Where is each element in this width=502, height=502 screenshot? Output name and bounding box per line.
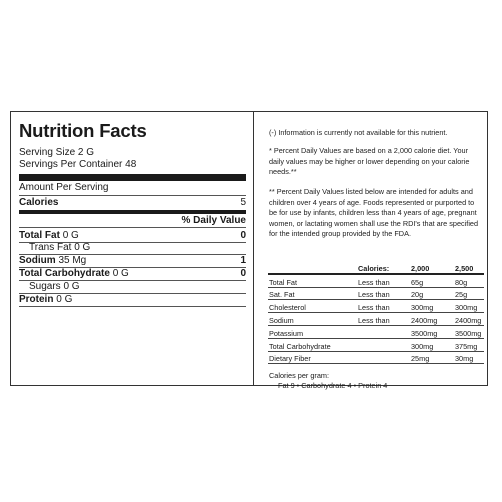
divider [19, 306, 246, 307]
unavailable-note: (-) Information is currently not available for this nutrient. [269, 128, 448, 137]
rdi-cell [268, 261, 357, 274]
daily-value-header: % Daily Value [181, 215, 246, 226]
rdi-row [268, 313, 484, 326]
rdi-cell: Cholesterol [268, 300, 357, 313]
rdi-cell: 20g [410, 287, 454, 300]
serving-size: Serving Size 2 G [19, 147, 95, 158]
calories-value: 5 [240, 197, 246, 208]
rdi-cell: Dietary Fiber [268, 351, 357, 364]
rdi-cell: Sat. Fat [268, 287, 357, 300]
rdi-cell: Calories: [357, 261, 410, 274]
rdi-cell: 3500mg [410, 325, 454, 338]
nutrient-row [19, 281, 246, 293]
nutrient-label: Protein [19, 294, 54, 305]
rdi-cell: 25g [454, 287, 484, 300]
nutrition-title: Nutrition Facts [19, 120, 147, 141]
rdi-row [268, 287, 484, 300]
nutrient-daily-value: 0 [240, 230, 246, 241]
medium-divider [19, 210, 246, 214]
rdi-cell: 25mg [410, 351, 454, 364]
rdi-cell: 2400mg [454, 313, 484, 326]
thick-divider [19, 174, 246, 181]
nutrition-facts-panel [10, 111, 488, 390]
rdi-header-row [268, 261, 484, 274]
rdi-cell: Less than [357, 287, 410, 300]
rdi-cell: 30mg [454, 351, 484, 364]
nutrient-label: Trans Fat [29, 242, 72, 253]
calories-per-gram-values: Fat 9 • Carbohydrate 4 • Protein 4 [278, 381, 388, 390]
rdi-cell: 300mg [410, 300, 454, 313]
nutrient-amount: 0 G [53, 294, 73, 305]
rdi-cell: 300mg [454, 300, 484, 313]
nutrient-label: Sugars [29, 281, 61, 292]
rdi-row [268, 274, 484, 287]
nutrient-amount: 0 G [71, 242, 91, 253]
rdi-cell [357, 351, 410, 364]
nutrient-row [19, 294, 246, 306]
rdi-cell: 2,500 [454, 261, 484, 274]
calories-label: Calories [19, 197, 59, 208]
rdi-cell: Total Carbohydrate [268, 338, 357, 351]
nutrient-name [19, 242, 90, 254]
nutrient-amount: 35 Mg [55, 255, 87, 266]
rdi-cell [357, 325, 410, 338]
calories-row [19, 197, 246, 209]
rdi-row [268, 300, 484, 313]
nutrient-name [19, 255, 86, 267]
rdi-cell: 3500mg [454, 325, 484, 338]
nutrient-row [19, 230, 246, 242]
daily-value-header-row [19, 215, 246, 227]
footnotes [254, 112, 487, 390]
nutrient-amount: 0 G [109, 268, 129, 279]
rdi-cell: Sodium [268, 313, 357, 326]
nutrient-label: Total Fat [19, 230, 60, 241]
amount-per-serving: Amount Per Serving [19, 182, 109, 193]
nutrient-row [19, 255, 246, 267]
rdi-cell: Potassium [268, 325, 357, 338]
nutrient-name [19, 230, 79, 242]
nutrient-label: Sodium [19, 255, 56, 266]
rdi-cell: 2400mg [410, 313, 454, 326]
nutrition-label [11, 112, 254, 385]
rdi-row [268, 351, 484, 364]
nutrient-row [19, 268, 246, 280]
daily-values-note: * Percent Daily Values are based on a 2,000 calorie diet. Your daily values may be higher or lower depending on your calorie needs.** [269, 146, 470, 177]
servings-per-container: Servings Per Container 48 [19, 159, 137, 170]
rdi-cell: 300mg [410, 338, 454, 351]
rdi-note: ** Percent Daily Values listed below are intended for adults and children over 4 years of age. Foods represented or purported to be for use by infants, children less than 4 years of age, pregnant women, or lactating women shall use the RDI's that are specified for the intended group provided by the FDA. [269, 187, 479, 239]
rdi-cell: 375mg [454, 338, 484, 351]
rdi-cell: 80g [454, 274, 484, 287]
divider [19, 195, 246, 196]
rdi-cell [357, 338, 410, 351]
rdi-cell: Less than [357, 313, 410, 326]
divider [19, 227, 246, 228]
nutrient-amount: 0 G [59, 230, 79, 241]
nutrient-name [19, 281, 80, 293]
rdi-cell: 65g [410, 274, 454, 287]
nutrient-daily-value: 0 [240, 268, 246, 279]
nutrient-name [19, 268, 129, 280]
rdi-cell: 2,000 [410, 261, 454, 274]
calories-per-gram-label: Calories per gram: [269, 371, 330, 380]
rdi-cell: Total Fat [268, 274, 357, 287]
nutrient-daily-value: 1 [240, 255, 246, 266]
rdi-row [268, 325, 484, 338]
nutrient-row [19, 242, 246, 254]
rdi-cell: Less than [357, 274, 410, 287]
nutrient-amount: 0 G [60, 281, 80, 292]
nutrient-label: Total Carbohydrate [19, 268, 110, 279]
rdi-table [268, 261, 484, 364]
rdi-row [268, 338, 484, 351]
rdi-cell: Less than [357, 300, 410, 313]
nutrient-name [19, 294, 72, 306]
